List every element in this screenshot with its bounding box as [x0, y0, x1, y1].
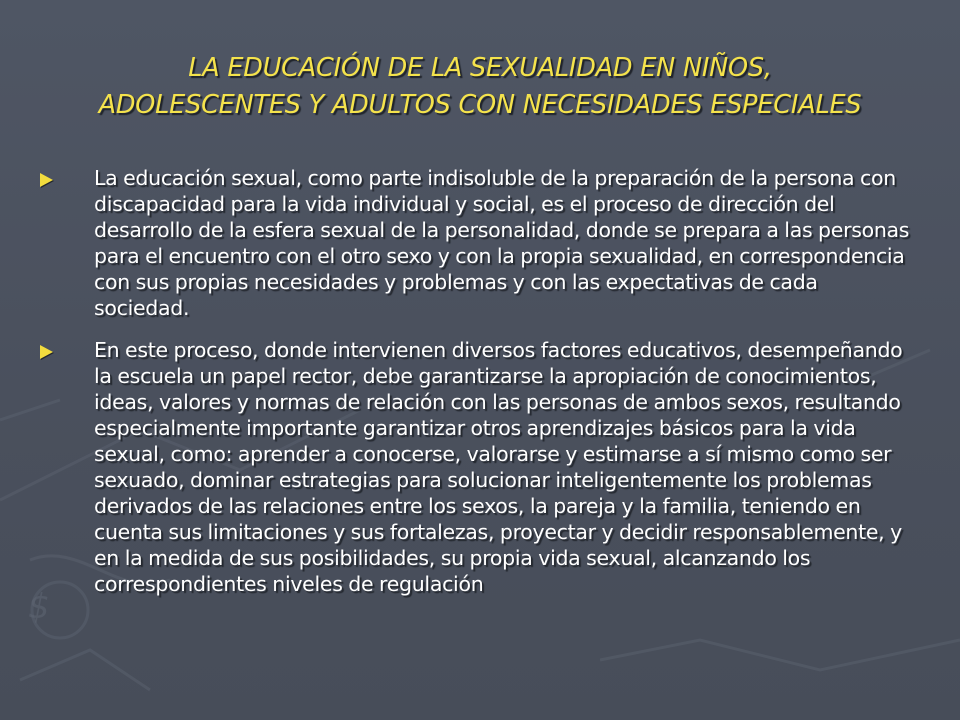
slide-title — [20, 50, 940, 124]
slide-title-line-2: ADOLESCENTES Y ADULTOS CON NECESIDADES ESPECIALES — [98, 90, 862, 120]
triangle-right-icon — [40, 173, 53, 187]
watermark-dollar-glyph: $ — [28, 587, 50, 627]
bullet-list — [52, 165, 912, 613]
triangle-right-icon — [40, 345, 53, 359]
bullet-text-1: La educación sexual, como parte indisoluble de la preparación de la persona con discapacidad para la vida individual y social, es el proceso de dirección del desarrollo de la esfera sexual de la personalidad, donde se prepara a las personas para el encuentro con el otro sexo y con la propia sexualidad, en correspondencia con sus propias necesidades y problemas y con las expectativas de cada sociedad. — [94, 166, 910, 320]
bullet-text-2: En este proceso, donde intervienen diversos factores educativos, desempeñando la escuela un papel rector, debe garantizarse la apropiación de conocimientos, ideas, valores y normas de relación con las personas de ambos sexos, resultando especialmente importante garantizar otros aprendizajes básicos para la vida sexual, como: aprender a conocerse, valorarse y estimarse a sí mismo como ser sexuado, dominar estrategias para solucionar inteligentemente los problemas derivados de las relaciones entre los sexos, la pareja y la familia, teniendo en cuenta sus limitaciones y sus fortalezas, proyectar y decidir responsablemente, y en la medida de sus posibilidades, su propia vida sexual, alcanzando los correspondientes niveles de regulación — [94, 338, 903, 596]
bullet-item-1 — [52, 165, 912, 321]
bullet-item-2 — [52, 337, 912, 597]
slide-title-line-1: LA EDUCACIÓN DE LA SEXUALIDAD EN NIÑOS, — [188, 53, 772, 83]
